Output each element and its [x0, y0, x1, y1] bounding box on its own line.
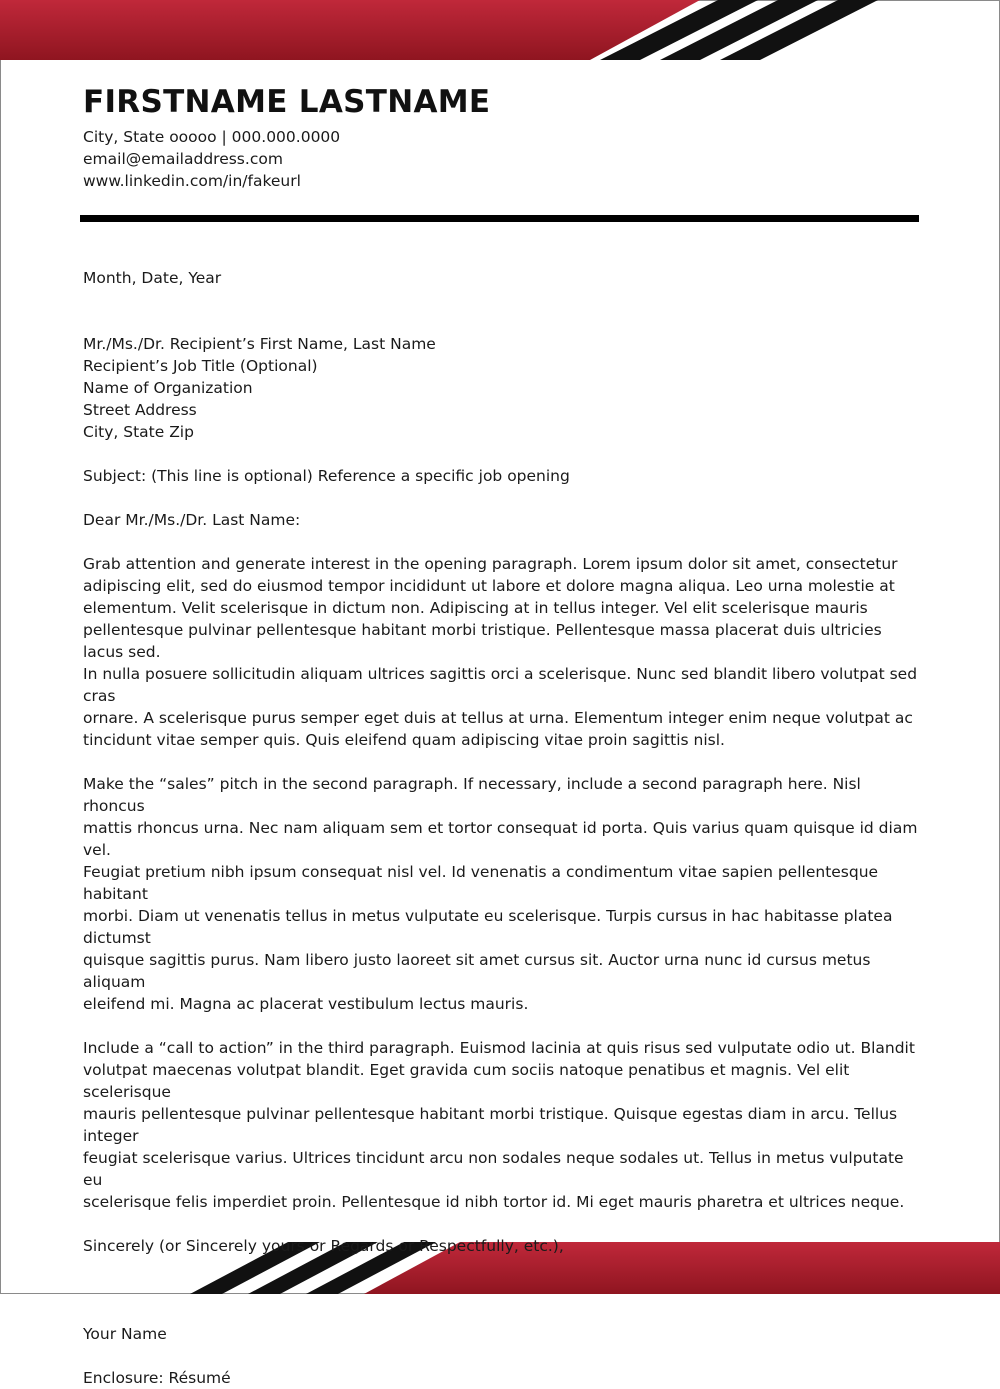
- paragraph-pitch: Make the “sales” pitch in the second paragraph. If necessary, include a second paragraph here. Nisl rhoncus mattis rhoncus urna. Nec nam aliquam sem et tortor consequat id porta. Quis varius quam quisque id diam vel. Feugiat pretium nibh ipsum consequat nisl vel. Id venenatis a condimentum vitae sapien pellentesque habitant morbi. Diam ut venenatis tellus in metus vulputate eu scelerisque. Turpis cursus in hac habitasse platea dictumst quisque sagittis purus. Nam libero justo laoreet sit amet cursus sit. Auctor urna nunc id cursus metus aliquam eleifend mi. Magna ac placerat vestibulum lectus mauris.: [83, 775, 918, 1013]
- salutation: Dear Mr./Ms./Dr. Last Name:: [83, 511, 301, 529]
- recipient-organization: Name of Organization: [83, 379, 253, 397]
- recipient-street: Street Address: [83, 401, 197, 419]
- recipient-block: [83, 333, 923, 443]
- signature-name: Your Name: [83, 1325, 167, 1343]
- contact-email: email@emailaddress.com: [83, 150, 283, 168]
- recipient-name: Mr./Ms./Dr. Recipient’s First Name, Last Name: [83, 335, 436, 353]
- header-divider: [80, 215, 919, 222]
- contact-city-phone: City, State ooooo | 000.000.0000: [83, 128, 341, 146]
- contact-info: [83, 126, 340, 192]
- recipient-job-title: Recipient’s Job Title (Optional): [83, 357, 318, 375]
- contact-linkedin: www.linkedin.com/in/fakeurl: [83, 172, 301, 190]
- recipient-city: City, State Zip: [83, 423, 194, 441]
- top-red-banner: [0, 0, 700, 60]
- letter-body: [83, 267, 923, 1389]
- subject-line: Subject: (This line is optional) Reference a specific job opening: [83, 467, 570, 485]
- paragraph-call-to-action: Include a “call to action” in the third paragraph. Euismod lacinia at quis risus sed vulputate odio ut. Blandit volutpat maecenas volutpat blandit. Eget gravida cum sociis natoque penatibus et magnis. Vel elit scelerisque mauris pellentesque pulvinar pellentesque habitant morbi tristique. Quisque egestas diam in arcu. Tellus integer feugiat scelerisque varius. Ultrices tincidunt arcu non sodales neque sodales ut. Tellus in metus vulputate eu scelerisque felis imperdiet proin. Pellentesque id nibh tortor id. Mi eget mauris pharetra et ultrices neque.: [83, 1039, 915, 1211]
- letter-date: Month, Date, Year: [83, 269, 222, 287]
- closing: Sincerely (or Sincerely yours or Regards or Respectfully, etc.),: [83, 1237, 564, 1255]
- enclosure-line: Enclosure: Résumé: [83, 1369, 231, 1387]
- paragraph-opening: Grab attention and generate interest in the opening paragraph. Lorem ipsum dolor sit amet, consectetur adipiscing elit, sed do eiusmod tempor incididunt ut labore et dolore magna aliqua. Leo urna molestie at elementum. Velit scelerisque in dictum non. Adipiscing at in tellus integer. Vel elit scelerisque mauris pellentesque pulvinar pellentesque habitant morbi tristique. Pellentesque massa placerat duis ultricies lacus sed. In nulla posuere sollicitudin aliquam ultrices sagittis orci a scelerisque. Nunc sed blandit libero volutpat sed cras ornare. A scelerisque purus semper eget duis at tellus at urna. Elementum integer enim neque volutpat ac tincidunt vitae semper quis. Quis eleifend quam adipiscing vitae proin sagittis nisl.: [83, 555, 918, 749]
- applicant-name: FIRSTNAME LASTNAME: [83, 84, 491, 120]
